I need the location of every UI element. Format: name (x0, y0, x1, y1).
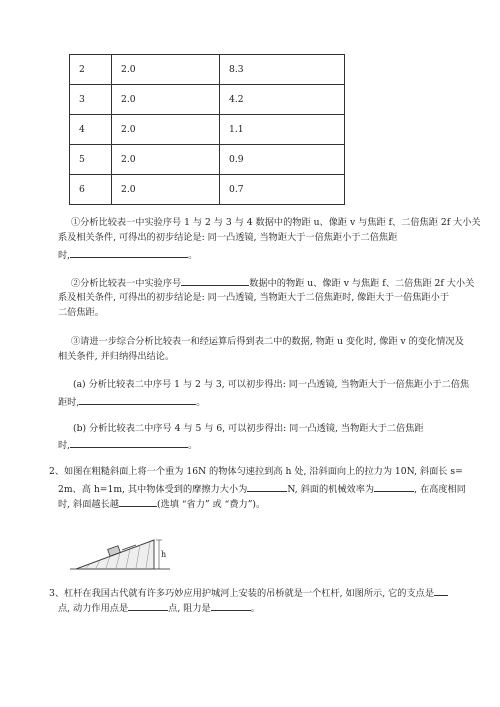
q1-pb-line2 (58, 438, 197, 452)
table-cell: 2.0 (112, 175, 220, 205)
data-table (69, 54, 345, 205)
table-cell: 5 (70, 145, 112, 175)
q3-line2-b: 点, 阻力是 (168, 603, 211, 614)
table-cell: 2.0 (112, 115, 220, 145)
table-cell: 4.2 (220, 85, 345, 115)
q2-line1: 2、如图在粗糙斜面上将一个重为 16N 的物体匀速拉到高 h 处, 沿斜面向上的拉力为 10N, 斜面长 s= (49, 466, 463, 477)
inclined-plane-figure (70, 532, 170, 572)
q1-pa-prefix: 距时, (58, 397, 80, 408)
table-cell: 4 (70, 115, 112, 145)
table-cell: 3 (70, 85, 112, 115)
q1-p1-line2: 系及相关条件, 可得出的初步结论是: 同一凸透镜, 当物距大于一倍焦距小于二倍焦距 (58, 232, 398, 243)
q1-p2-line3: 二倍焦距。 (58, 307, 104, 318)
q2-line2-b: N, 斜面的机械效率为 (287, 484, 375, 495)
q1-pb-line1: (b) 分析比较表二中序号 4 与 5 与 6, 可以初步得出: 同一凸透镜, 当物距大于二倍焦距 (73, 423, 424, 434)
q3-line1-a: 3、杠杆在我国古代就有许多巧妙应用护城河上安装的吊桥就是一个杠杆, 如图所示, 它的支点是 (49, 588, 435, 599)
answer-blank[interactable] (70, 438, 188, 448)
q2-line2 (58, 482, 466, 496)
q3-line1 (49, 586, 448, 600)
answer-blank[interactable] (79, 395, 196, 405)
q2-line2-a: 2m、高 h=1m, 其中物体受到的摩擦力大小为 (58, 484, 248, 495)
answer-blank[interactable] (70, 248, 188, 258)
q1-p1-line3 (58, 248, 197, 262)
table-cell: 2.0 (112, 85, 220, 115)
height-label: h (161, 550, 167, 559)
q1-pb-prefix: 时, (58, 440, 71, 451)
table-cell: 6 (70, 175, 112, 205)
answer-blank[interactable] (247, 482, 287, 492)
answer-blank[interactable] (119, 497, 157, 507)
table-cell: 2.0 (112, 145, 220, 175)
answer-blank[interactable] (211, 601, 251, 611)
q1-pa-line1: (a) 分析比较表二中序号 1 与 2 与 3, 可以初步得出: 同一凸透镜, 当物距大于一倍焦距小于二倍焦 (73, 379, 470, 390)
table-row (70, 175, 345, 205)
q1-p3-line2: 相关条件, 并归纳得出结论。 (58, 351, 175, 362)
q1-p3-line1: ③请进一步综合分析比较表一和经运算后得到表二中的数据, 物距 u 变化时, 像距 v 的变化情况及 (71, 336, 464, 347)
q1-p1-prefix: 时, (58, 250, 71, 261)
table-cell: 2.0 (112, 55, 220, 85)
table-cell: 1.1 (220, 115, 345, 145)
table-cell: 0.9 (220, 145, 345, 175)
q1-p1-line1: ①分析比较表一中实验序号 1 与 2 与 3 与 4 数据中的物距 u、像距 v 与焦距 f、二倍焦距 2f 大小关 (71, 217, 481, 228)
q2-line2-c: , 在高度相同 (414, 484, 466, 495)
table-cell: 0.7 (220, 175, 345, 205)
table-cell: 2 (70, 55, 112, 85)
q1-p2-line2: 系及相关条件, 可得出的初步结论是: 同一凸透镜, 当物距大于二倍焦距时, 像距大于一倍焦距小于 (58, 292, 450, 303)
q1-p2-line1 (71, 276, 474, 290)
q1-p2-prefix: ②分析比较表一中实验序号 (71, 278, 182, 289)
answer-blank[interactable] (128, 601, 168, 611)
table-cell: 8.3 (220, 55, 345, 85)
q2-line3-a: 时, 斜面越长越 (58, 499, 119, 510)
answer-blank[interactable] (434, 586, 448, 596)
q1-pb-suffix: 。 (188, 440, 198, 451)
table-row (70, 55, 345, 85)
q1-p2-suffix: 数据中的物距 u、像距 v 与焦距 f、二倍焦距 2f 大小关 (249, 278, 475, 289)
answer-blank[interactable] (181, 276, 249, 286)
q1-pa-line2 (58, 395, 205, 409)
q1-pa-suffix: 。 (196, 397, 206, 408)
table-body (70, 55, 345, 205)
table-row (70, 115, 345, 145)
q3-line2-c: 。 (250, 603, 260, 614)
answer-blank[interactable] (374, 482, 414, 492)
q3-line2-a: 点, 动力作用点是 (58, 603, 129, 614)
q2-line3 (58, 497, 265, 511)
q1-p1-suffix: 。 (188, 250, 198, 261)
table-row (70, 145, 345, 175)
q2-line3-b: (选填 “省力” 或 “费力”)。 (156, 499, 266, 510)
q3-line2 (58, 601, 260, 615)
table-row (70, 85, 345, 115)
